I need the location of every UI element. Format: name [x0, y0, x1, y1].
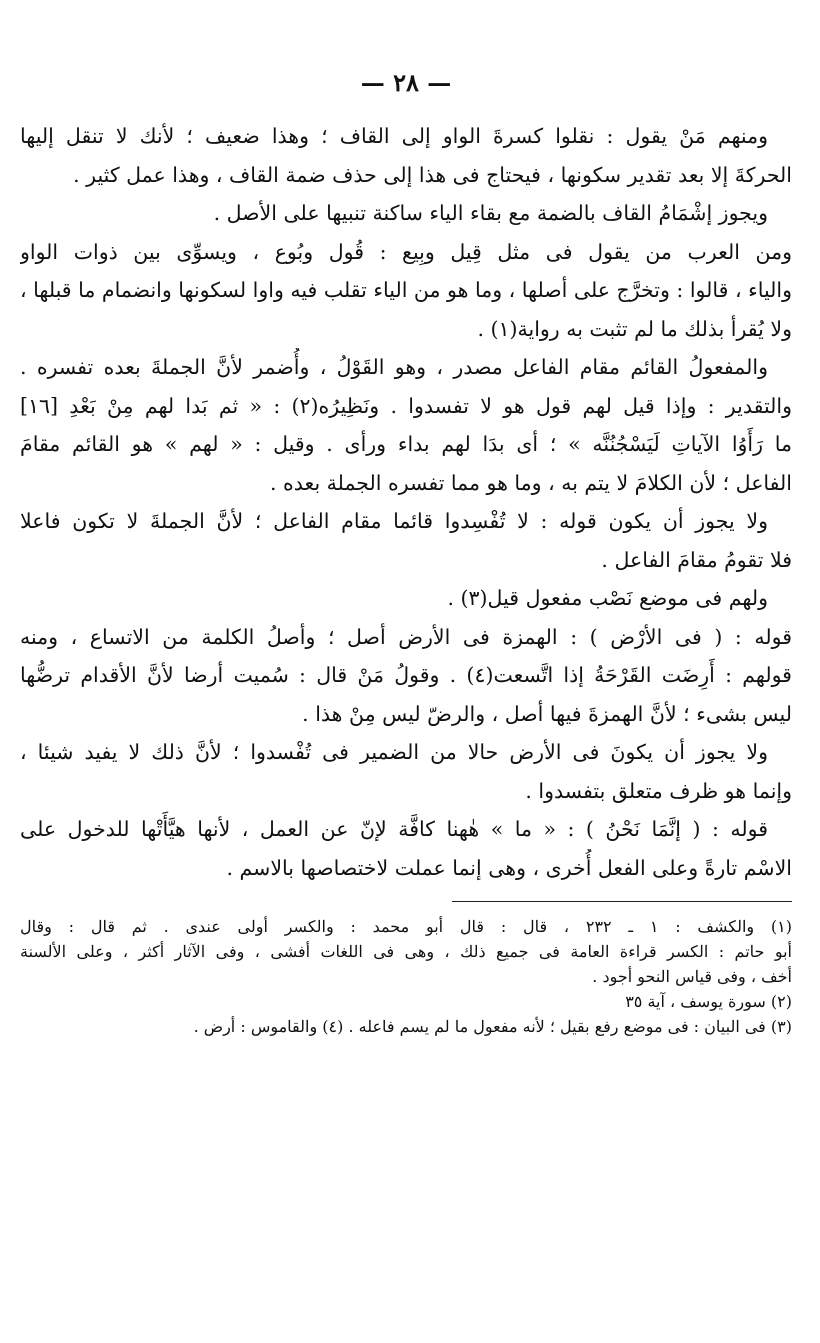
text-line: وإنما هو ظرف متعلق بتفسدوا .: [525, 778, 792, 803]
footnote-line: (٣) فى البيان : فى موضع رفع بقيل ؛ لأنه مفعول ما لم يسم فاعله . (٤) والقاموس : أرض .: [193, 1017, 792, 1036]
text-line: ومن العرب من يقول فى مثل قِيل وبِيع : قُول وبُوع ، ويسوِّى بين ذوات الواو: [20, 239, 792, 264]
paragraph-4: [20, 348, 792, 502]
text-line: ولا يجوز أن يكونَ فى الأرض حالا من الضمير فى تُفْسدوا ؛ لأنَّ ذلك لا يفيد شيئا ،: [20, 740, 768, 764]
text-line: والمفعولُ القائم مقام الفاعل مصدر ، وهو القَوْلُ ، وأُضمر لأنَّ الجملةَ بعده تفسره .: [20, 355, 768, 379]
text-line: قوله : ( فى الأرْض ) : الهمزة فى الأرض أصل ؛ وأصلُ الكلمة من الاتساع ، ومنه: [20, 624, 792, 649]
paragraph-3: [20, 233, 792, 349]
footnote-line: أبو حاتم : الكسر قراءة العامة فى جميع ذلك ، وهى فى اللغات أفشى ، وفى الآثار أكثر ، وعلى الألسنة: [20, 942, 792, 961]
text-line: قولهم : أَرِضَت القَرْحَةُ إذا اتَّسعت(٤) . وقولُ مَنْ قال : سُميت أرضا لأنَّ الأقدام ترضُّها: [20, 663, 792, 687]
footnote-divider: [452, 901, 792, 902]
text-line: الحركةَ إلا بعد تقدير سكونها ، فيحتاج فى هذا إلى حذف ضمة القاف ، وهذا عمل كثير .: [73, 162, 792, 187]
text-line: الاسْم تارةً وعلى الفعل أُخرى ، وهى إنما عملت لاختصاصها بالاسم .: [226, 855, 792, 880]
text-line: فلا تقومُ مقامَ الفاعل .: [601, 547, 792, 572]
page-number: — ٢٨ —: [360, 68, 452, 97]
text-line: ولا يُقرأ بذلك ما لم تثبت به رواية(١) .: [477, 316, 792, 341]
text-line: ما رَأَوُا الآياتِ لَيَسْجُنُنَّه » ؛ أى بدَا لهم بداء ورأى . وقيل : « لهم » هو القائم مقامَ: [20, 432, 792, 456]
footnotes: [20, 914, 792, 1039]
paragraph-5: [20, 502, 792, 579]
paragraph-1: [20, 117, 792, 194]
text-line: ولا يجوز أن يكون قوله : لا تُفْسِدوا قائما مقام الفاعل ؛ لأنَّ الجملةَ لا تكون فاعلا: [20, 509, 768, 533]
footnote-line: أخف ، وفى قياس النحو أجود .: [592, 967, 792, 986]
text-line: ليس بشىء ؛ لأنَّ الهمزةَ فيها أصل ، والرضّ ليس مِنْ هذا .: [302, 701, 792, 726]
text-line: والياء ، قالوا : وتخرَّج على أصلها ، وما هو من الياء تقلب فيه واوا لسكونها وانضمام ما قبلها ،: [20, 278, 792, 302]
paragraph-6: [20, 579, 792, 618]
text-line: ومنهم مَنْ يقول : نقلوا كسرةَ الواو إلى القاف ؛ وهذا ضعيف ؛ لأنك لا تنقل إليها: [20, 124, 768, 148]
text-line: ولهم فى موضع نَصْب مفعول قيل(٣) .: [447, 586, 768, 610]
paragraph-9: [20, 810, 792, 887]
paragraph-7: [20, 618, 792, 734]
paragraph-2: [20, 194, 792, 233]
footnote-line: (١) والكشف : ١ ـ ٢٣٢ ، قال : قال أبو محمد : والكسر أولى عندى . ثم قال : وقال: [20, 917, 792, 936]
text-line: والتقدير : وإذا قيل لهم قول هو لا تفسدوا . ونَظِيرُه(٢) : « ثم بَدا لهم مِنْ بَعْدِ [١٦]: [20, 393, 792, 418]
text-line: الفاعل ؛ لأن الكلامَ لا يتم به ، وما هو مما تفسره الجملة بعده .: [270, 470, 792, 495]
text-line: قوله : ( إنَّمَا نَحْنُ ) : « ما » هٰهنا كافَّة لإنّ عن العمل ، لأنها هيَّأَتْها للدخول على: [20, 817, 768, 841]
footnote-line: (٢) سورة يوسف ، آية ٣٥: [625, 992, 792, 1011]
text-line: ويجوز إشْمَامُ القاف بالضمة مع بقاء الياء ساكنة تنبيها على الأصل .: [213, 201, 768, 225]
paragraph-8: [20, 733, 792, 810]
main-text: [20, 117, 792, 887]
